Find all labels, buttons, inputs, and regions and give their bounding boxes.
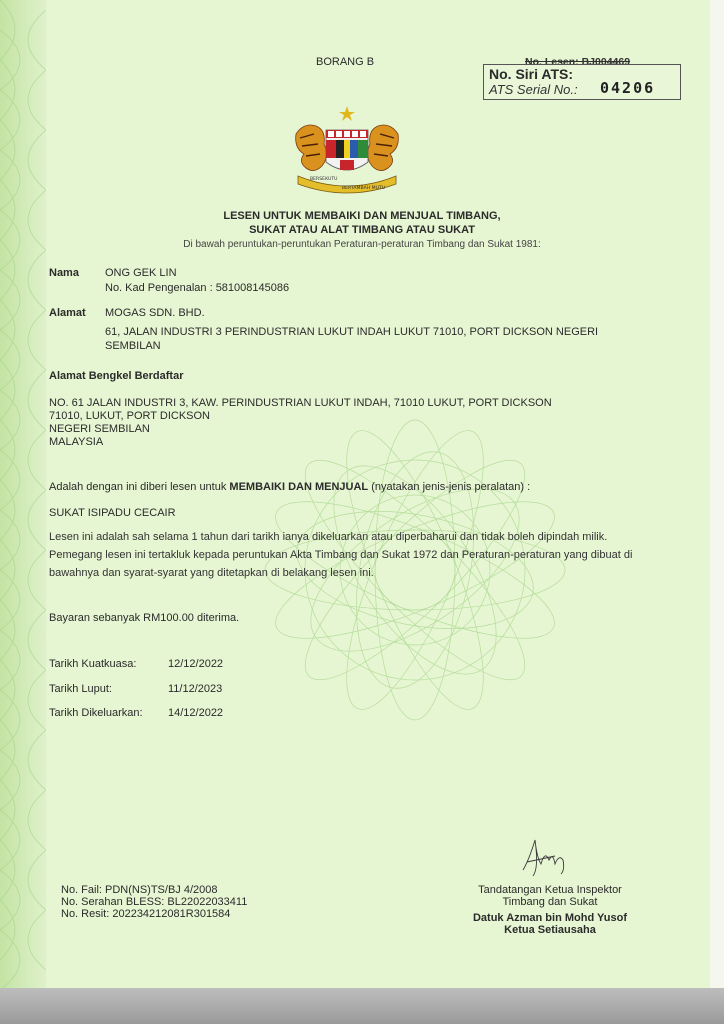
validity-terms: Lesen ini adalah sah selama 1 tahun dari tarikh ianya dikeluarkan atau diperbaharui dan tidak boleh dipindah milik. Pemegang lesen ini tertakluk kepada peruntukan Akta Timbang dan Sukat 1972 dan Peraturan-peraturan yang dibuat di bawahnya dan syarat-syarat yang ditetapkan di belakang lesen ini.: [49, 531, 633, 579]
workshop-line-4: MALAYSIA: [49, 436, 104, 448]
payment-note: Bayaran sebanyak RM100.00 diterima.: [49, 612, 240, 624]
receipt-number: No. Resit: 202234212081R301584: [61, 908, 231, 920]
company-name: MOGAS SDN. BHD.: [105, 307, 205, 319]
date-value-issued: 14/12/2022: [168, 707, 224, 719]
bottom-scan-edge: [0, 988, 724, 1024]
workshop-line-1: NO. 61 JALAN INDUSTRI 3, KAW. PERINDUSTRIAN LUKUT INDAH, 71010 LUKUT, PORT DICKSON: [49, 397, 552, 409]
workshop-label: Alamat Bengkel Berdaftar: [49, 370, 184, 382]
title-line-2: SUKAT ATAU ALAT TIMBANG ATAU SUKAT: [249, 224, 475, 236]
ic-number: No. Kad Pengenalan : 581008145086: [105, 282, 290, 294]
signatory-name: Datuk Azman bin Mohd Yusof: [472, 912, 627, 924]
signature-icon: [515, 830, 575, 880]
signature-caption-1: Tandatangan Ketua Inspektor: [478, 884, 622, 896]
file-number: No. Fail: PDN(NS)TS/BJ 4/2008: [61, 884, 218, 896]
license-number: No. Lesen: BJ004469: [525, 56, 631, 68]
date-label-effective: Tarikh Kuatkuasa:: [49, 658, 137, 670]
date-value-expiry: 11/12/2023: [168, 683, 223, 695]
wave-pattern-icon: [0, 0, 46, 990]
svg-text:BERSEKUTU: BERSEKUTU: [310, 177, 338, 182]
subtitle: Di bawah peruntukan-peruntukan Peraturan-peraturan Timbang dan Sukat 1981:: [183, 239, 541, 250]
title-line-1: LESEN UNTUK MEMBAIKI DAN MENJUAL TIMBANG,: [223, 210, 501, 222]
address-label: Alamat: [49, 307, 86, 319]
signature-caption-2: Timbang dan Sukat: [502, 896, 598, 908]
bless-number: No. Serahan BLESS: BL22022033411: [61, 896, 248, 908]
malaysia-coat-of-arms-icon: [284, 104, 410, 194]
grant-statement: [49, 481, 530, 493]
signatory-position: Ketua Setiausaha: [504, 924, 596, 936]
grant-prefix: Adalah dengan ini diberi lesen untuk: [49, 481, 230, 493]
workshop-line-2: 71010, LUKUT, PORT DICKSON: [49, 410, 210, 422]
name-label: Nama: [49, 267, 79, 279]
svg-text:BERTAMBAH MUTU: BERTAMBAH MUTU: [342, 186, 386, 191]
workshop-line-3: NEGERI SEMBILAN: [49, 423, 150, 435]
date-label-issued: Tarikh Dikeluarkan:: [49, 707, 143, 719]
address-line-1: 61, JALAN INDUSTRI 3 PERINDUSTRIAN LUKUT INDAH LUKUT 71010, PORT DICKSON NEGERI: [105, 326, 599, 338]
left-security-band: [0, 0, 46, 990]
holder-name: ONG GEK LIN: [105, 267, 177, 279]
form-label: BORANG B: [316, 56, 375, 68]
right-margin: [710, 0, 724, 990]
date-label-expiry: Tarikh Luput:: [49, 683, 112, 695]
serial-label: No. Siri ATS:: [489, 66, 573, 82]
date-value-effective: 12/12/2022: [168, 658, 224, 670]
grant-activity: MEMBAIKI DAN MENJUAL: [229, 481, 369, 493]
serial-number: 04206: [600, 79, 656, 97]
equipment-type: SUKAT ISIPADU CECAIR: [49, 507, 176, 519]
grant-suffix: (nyatakan jenis-jenis peralatan) :: [368, 481, 531, 493]
address-line-2: SEMBILAN: [105, 340, 161, 352]
serial-label-english: ATS Serial No.:: [489, 82, 578, 97]
